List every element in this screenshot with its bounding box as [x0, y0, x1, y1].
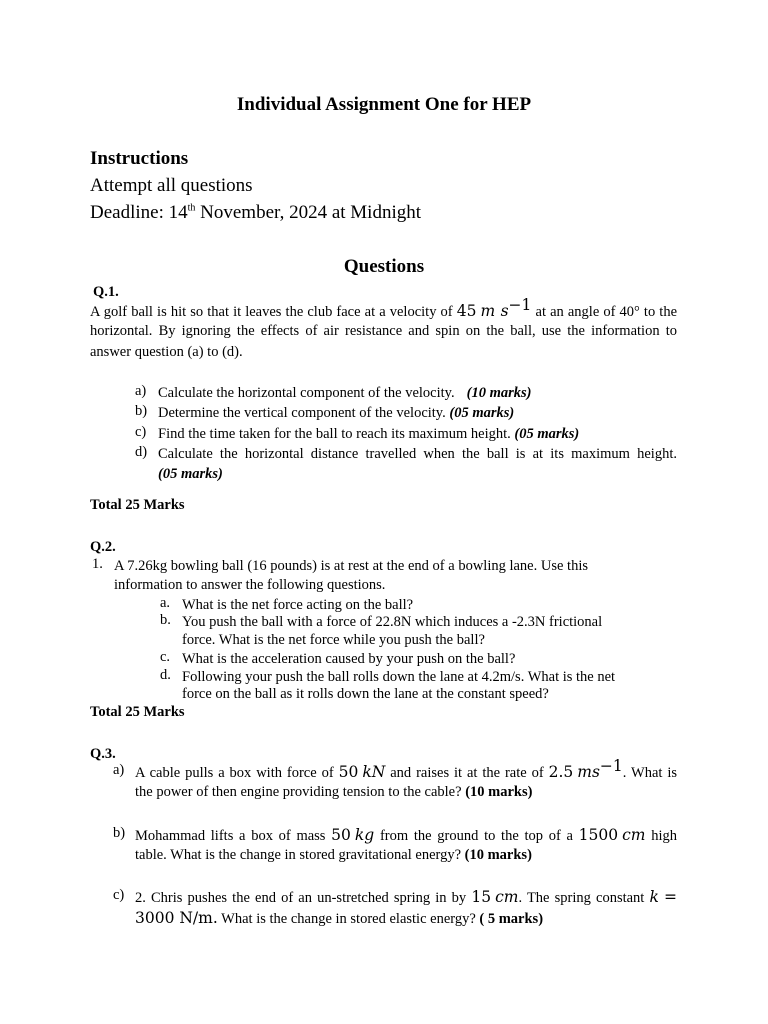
q3-item-b-marks: (10 marks): [464, 847, 532, 863]
q2-item-a-label: a.: [160, 595, 171, 611]
q2-item-c-label: c.: [160, 649, 171, 665]
q3-item-b-text: Mohammad lifts a box of mass: [135, 828, 326, 844]
q3-item-a-rate-unit: ms: [577, 763, 600, 781]
q1-item-a-text: Calculate the horizontal component of the velocity.: [158, 385, 455, 401]
q1-item-a-label: a): [135, 383, 147, 399]
q2-item-a-text: What is the net force acting on the ball?: [182, 597, 414, 613]
q1-intro-line-1: [90, 296, 678, 322]
q3-item-c-label: c): [113, 887, 125, 903]
q3-item-c-spring-constant: 3000 N/m.: [135, 909, 218, 927]
q2-item-c-text: What is the acceleration caused by your push on the ball?: [182, 651, 516, 667]
q3-item-a-rate-exponent: −1: [599, 757, 623, 776]
q1-item-d-marks: (05 marks): [158, 466, 223, 482]
q3-item-b-label: b): [113, 825, 126, 841]
q3-item-a-text-rest: . What is: [622, 765, 678, 781]
q3-item-a-marks: (10 marks): [465, 784, 533, 800]
q3-item-b-mass-value: 50: [331, 826, 351, 844]
q1-item-d-text: Calculate the horizontal distance travelled when the ball is at its maximum height.: [158, 446, 677, 462]
q3-item-a-line-1: [135, 757, 678, 783]
q1-item-c-label: c): [135, 424, 147, 440]
q2-intro-line-2: information to answer the following questions.: [114, 577, 386, 593]
q2-item-b-text: You push the ball with a force of 22.8N which induces a -2.3N frictional: [182, 614, 603, 630]
q3-item-a-text: A cable pulls a box with force of: [135, 765, 334, 781]
q3-item-b-line-2: [135, 845, 532, 865]
q1-item-a-marks: (10 marks): [466, 385, 532, 401]
q1-item-c-marks: (05 marks): [514, 426, 580, 442]
q3-item-a-force-value: 50: [338, 763, 359, 781]
deadline-superscript: th: [187, 202, 196, 214]
q2-item-b-text-cont: force. What is the net force while you push the ball?: [182, 632, 485, 648]
q3-item-a-rate-value: 2.5: [548, 763, 574, 781]
q3-item-a-text-cont: the power of then engine providing tension to the cable?: [135, 784, 462, 800]
q3-item-c-text-mid: . The spring constant: [518, 890, 645, 906]
instructions-line: Attempt all questions: [90, 175, 253, 196]
q1-velocity-unit: m s: [480, 302, 509, 320]
q2-item-d-label: d.: [160, 667, 171, 683]
q2-label: Q.2.: [90, 539, 116, 555]
q2-item-d-text: Following your push the ball rolls down the lane at 4.2m/s. What is the net: [182, 669, 616, 685]
q1-intro-text-rest: at an angle of 40° to the: [535, 304, 678, 320]
q3-item-c-text: 2. Chris pushes the end of an un-stretched spring in by: [135, 890, 467, 906]
q3-item-b-text-cont: table. What is the change in stored gravitational energy?: [135, 847, 462, 863]
q1-item-c-text: Find the time taken for the ball to reach its maximum height.: [158, 426, 511, 442]
deadline-text: Deadline: 14: [90, 202, 188, 223]
q2-intro-line-1: A 7.26kg bowling ball (16 pounds) is at rest at the end of a bowling lane. Use this: [114, 558, 588, 574]
q3-item-b-text-rest: high: [651, 828, 678, 844]
q1-label: Q.1.: [93, 284, 119, 300]
q3-item-a-line-2: [135, 782, 532, 802]
q3-item-c-distance-value: 15: [471, 888, 492, 906]
q2-number: 1.: [92, 556, 103, 572]
q3-item-b-line-1: [135, 825, 677, 846]
q1-item-b-label: b): [135, 403, 148, 419]
q1-total: Total 25 Marks: [90, 497, 185, 513]
q1-item-a: [158, 383, 531, 403]
q3-item-c-line-2: [135, 908, 543, 929]
q3-item-c-line-1: [135, 887, 677, 908]
q3-item-c-text-cont: What is the change in stored elastic energy?: [221, 911, 476, 927]
q1-item-b-marks: (05 marks): [449, 405, 515, 421]
q2-item-d-text-cont: force on the ball as it rolls down the lane at the constant speed?: [182, 686, 549, 702]
q3-label: Q.3.: [90, 746, 116, 762]
q1-velocity-exponent: −1: [508, 296, 532, 315]
q3-item-a-label: a): [113, 762, 125, 778]
q3-item-a-force-unit: kN: [362, 763, 386, 781]
q1-item-b: [158, 403, 514, 423]
q1-item-c: [158, 424, 579, 444]
q2-item-b-label: b.: [160, 612, 171, 628]
q1-item-d-label: d): [135, 444, 148, 460]
q1-intro-line-3: answer question (a) to (d).: [90, 344, 243, 360]
deadline-line: [90, 202, 421, 224]
questions-heading: Questions: [343, 256, 425, 277]
q3-item-c-equals: =: [664, 888, 678, 906]
document-title: Individual Assignment One for HEP: [236, 94, 532, 115]
instructions-heading: Instructions: [90, 148, 189, 169]
q1-intro-line-2: horizontal. By ignoring the effects of air resistance and spin on the ball, use the information to: [90, 323, 677, 339]
q3-item-c-distance-unit: cm: [495, 888, 519, 906]
q3-item-c-spring-symbol: k: [649, 888, 659, 906]
q1-velocity-value: 45: [456, 302, 477, 320]
q3-item-b-height-unit: cm: [622, 826, 646, 844]
q1-item-b-text: Determine the vertical component of the velocity.: [158, 405, 446, 421]
q3-item-c-marks: ( 5 marks): [479, 911, 544, 927]
deadline-text-rest: November, 2024 at Midnight: [195, 202, 422, 223]
q3-item-a-text-mid: and raises it at the rate of: [390, 765, 544, 781]
q1-intro-text: A golf ball is hit so that it leaves the club face at a velocity of: [90, 304, 453, 320]
q3-item-b-height-value: 1500: [578, 826, 619, 844]
q2-total: Total 25 Marks: [90, 704, 185, 720]
q3-item-b-text-mid: from the ground to the top of a: [379, 828, 573, 844]
q3-item-b-mass-unit: kg: [354, 826, 375, 844]
